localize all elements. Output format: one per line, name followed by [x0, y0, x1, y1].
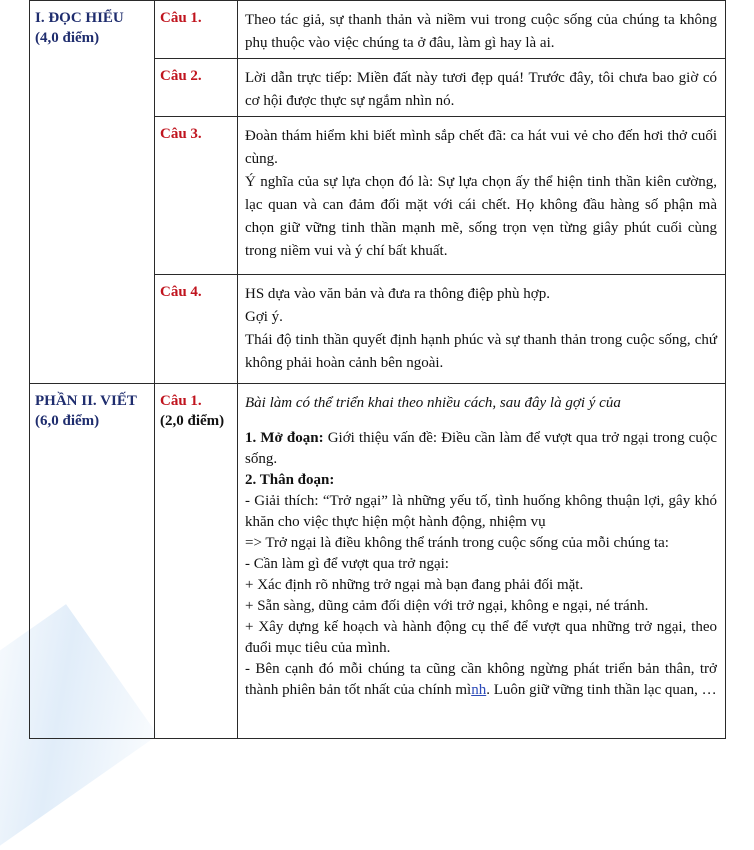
body-line: - Cần làm gì để vượt qua trở ngại:: [245, 556, 449, 572]
section-cell-reading: [30, 1, 155, 384]
answer-text: Gợi ý.: [245, 309, 283, 325]
question-cell: [155, 117, 238, 275]
section-points: (6,0 điểm): [35, 413, 100, 429]
section-cell-writing: [30, 384, 155, 739]
open-heading: 1. Mở đoạn:: [245, 430, 324, 446]
question-label: Câu 3.: [160, 126, 202, 142]
question-label: Câu 4.: [160, 284, 202, 300]
body-line: => Trở ngại là điều không thể tránh trong cuộc sống của mỗi chúng ta:: [245, 535, 669, 551]
question-cell: [155, 384, 238, 739]
answer-cell: [238, 117, 726, 275]
question-cell: [155, 1, 238, 59]
last-text-after: . Luôn giữ vững tinh thần lạc quan, …: [486, 682, 717, 698]
question-label: Câu 1.: [160, 393, 202, 409]
body-heading: 2. Thân đoạn:: [245, 472, 335, 488]
question-label: Câu 2.: [160, 68, 202, 84]
question-points: (2,0 điểm): [160, 413, 225, 429]
section-title: PHẦN II. VIẾT: [35, 393, 137, 409]
body-line: + Sẵn sàng, dũng cảm đối diện với trở ngại, không e ngại, né tránh.: [245, 598, 649, 614]
answer-text: Ý nghĩa của sự lựa chọn đó là: Sự lựa chọn ấy thể hiện tinh thần kiên cường, lạc quan và can đảm đối mặt với cái chết. Họ không đầu hàng số phận mà chọn giữ vững tinh thần mạnh mẽ, sống trọn vẹn từng giây phút cuối cùng trong niềm vui và ý chí bất khuất.: [245, 174, 717, 259]
answer-text: Thái độ tinh thần quyết định hạnh phúc và sự thanh thản trong cuộc sống, chứ không phải hoàn cảnh bên ngoài.: [245, 332, 717, 371]
answer-cell: [238, 1, 726, 59]
section-points: (4,0 điểm): [35, 30, 100, 46]
body-line: + Xây dựng kế hoạch và hành động cụ thể để vượt qua những trở ngại, theo đuổi mục tiêu của mình.: [245, 619, 717, 656]
answer-text: Đoàn thám hiểm khi biết mình sắp chết đã: ca hát vui vẻ cho đến hơi thở cuối cùng.: [245, 128, 717, 167]
question-cell: [155, 59, 238, 117]
intro-text: Bài làm có thể triển khai theo nhiều cách, sau đây là gợi ý của: [245, 395, 621, 411]
answer-text: Lời dẫn trực tiếp: Miền đất này tươi đẹp quá! Trước đây, tôi chưa bao giờ có cơ hội được thực sự ngắm nhìn nó.: [245, 70, 717, 109]
open-paragraph: [245, 428, 717, 470]
last-text-before: - Bên cạnh đó mỗi chúng ta cũng cần không ngừng phát triển bản thân, trở thành phiên bản tốt nhất của chính mì: [245, 661, 717, 698]
body-heading-line: [245, 470, 717, 491]
answer-cell: [238, 275, 726, 384]
question-label: Câu 1.: [160, 10, 202, 26]
hyperlink-text[interactable]: nh: [471, 682, 487, 698]
answer-text: HS dựa vào văn bản và đưa ra thông điệp phù hợp.: [245, 286, 550, 302]
question-cell: [155, 275, 238, 384]
answer-key-table: [29, 0, 726, 739]
body-line: - Giải thích: “Trở ngại” là những yếu tố, tình huống không thuận lợi, gây khó khăn cho việc thực hiện một hành động, nhiệm vụ: [245, 493, 717, 530]
answer-cell: [238, 384, 726, 739]
answer-text: Theo tác giả, sự thanh thản và niềm vui trong cuộc sống của chúng ta không phụ thuộc vào việc chúng ta ở đâu, làm gì hay là ai.: [245, 12, 717, 51]
body-line: + Xác định rõ những trở ngại mà bạn đang phải đối mặt.: [245, 577, 584, 593]
answer-cell: [238, 59, 726, 117]
body-last-line: [245, 659, 717, 701]
table-row: [30, 1, 726, 59]
open-text: Giới thiệu vấn đề: Điều cần làm để vượt qua trở ngại trong cuộc sống.: [245, 430, 718, 467]
table-row: [30, 384, 726, 739]
section-title: I. ĐỌC HIỂU: [35, 10, 124, 26]
